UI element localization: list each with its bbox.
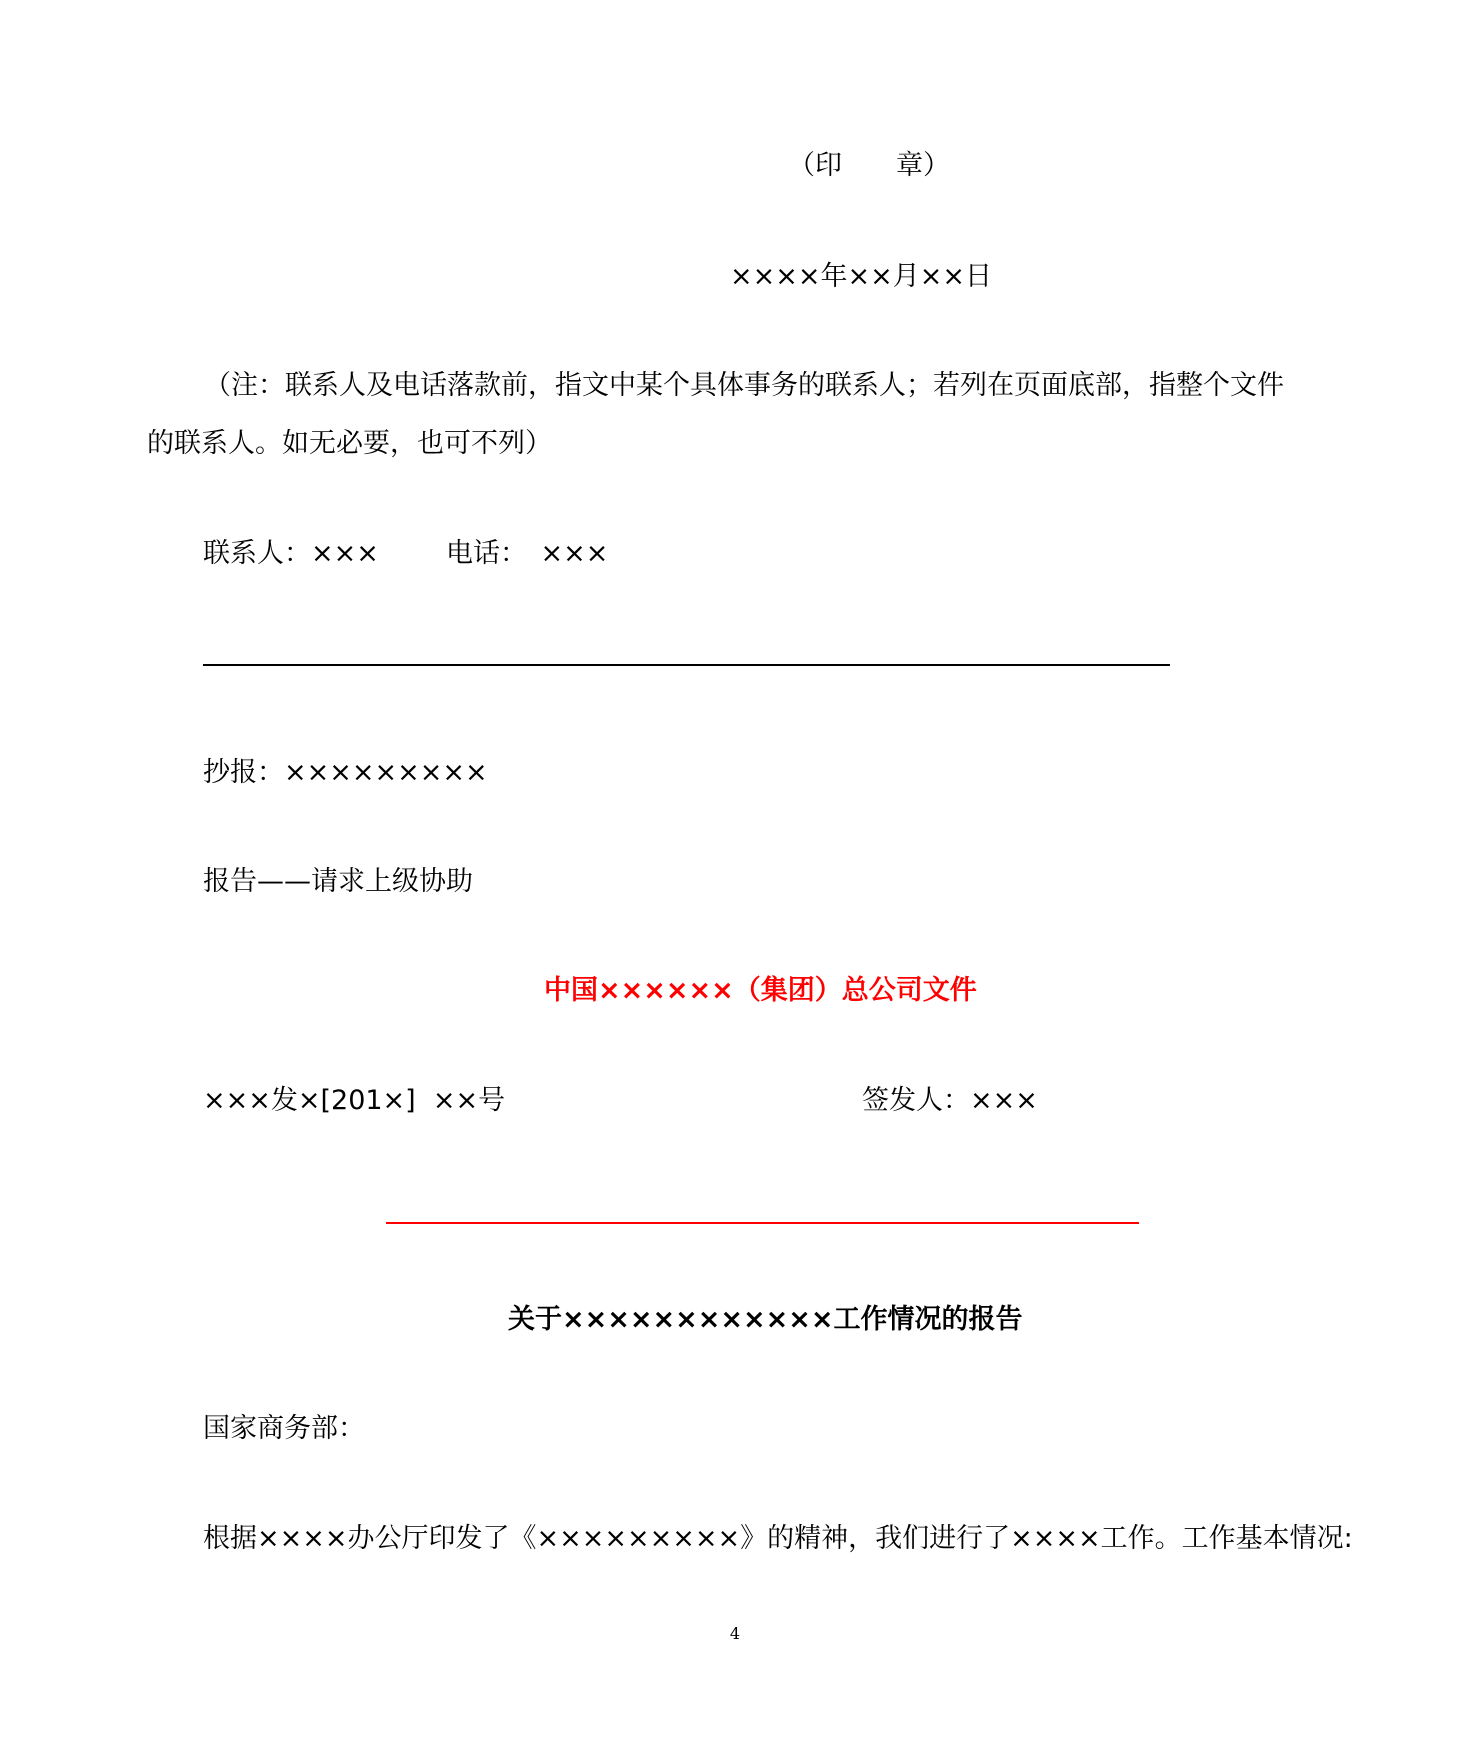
cc-line: 抄报：×××××××××	[203, 757, 488, 788]
red-separator-line	[386, 1222, 1139, 1224]
document-number: ×××发×[201×] ××号	[203, 1085, 506, 1116]
body-paragraph: 根据××××办公厅印发了《×××××××××》的精神，我们进行了××××工作。工作基本情况:	[203, 1523, 1353, 1554]
addressee: 国家商务部：	[203, 1413, 365, 1444]
seal-placeholder: （印 章）	[788, 150, 950, 181]
contact-phone: 电话： ×××	[446, 538, 609, 569]
signer: 签发人：×××	[862, 1085, 1038, 1116]
report-title: 关于××××××××××××工作情况的报告	[508, 1304, 1023, 1335]
date-line: ××××年××月××日	[730, 261, 992, 292]
page-number: 4	[729, 1624, 741, 1643]
org-header: 中国××××××（集团）总公司文件	[544, 975, 977, 1006]
contact-person: 联系人：×××	[203, 538, 379, 569]
separator-line	[203, 664, 1170, 666]
note-line-2: 的联系人。如无必要，也可不列）	[147, 428, 552, 459]
note-line-1: （注：联系人及电话落款前，指文中某个具体事务的联系人；若列在页面底部，指整个文件	[204, 370, 1284, 401]
section-heading: 报告——请求上级协助	[203, 866, 473, 897]
